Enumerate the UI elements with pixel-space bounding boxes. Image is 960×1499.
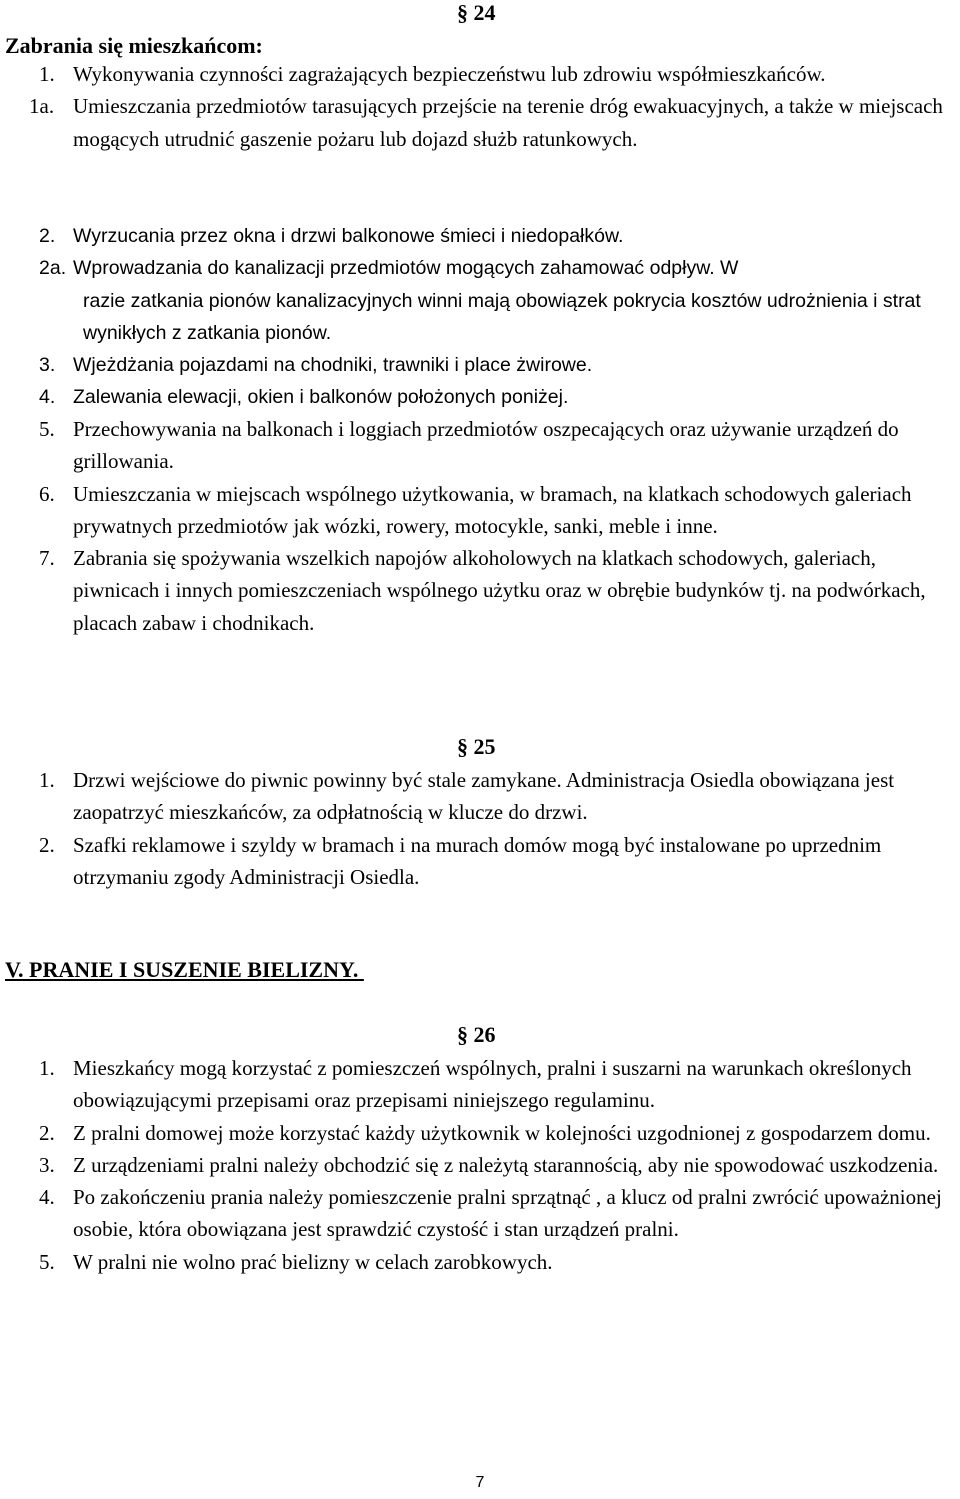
item-number: 4.	[39, 386, 56, 409]
item-number: 5.	[39, 1249, 55, 1274]
section-25-list	[5, 764, 960, 893]
list-item	[5, 829, 960, 894]
item-text: Przechowywania na balkonach i loggiach przedmiotów oszpecających oraz używanie urządzeń do grillowania.	[73, 417, 899, 474]
item-number: 7.	[39, 546, 55, 571]
list-item	[5, 1181, 960, 1246]
item-text: Szafki reklamowe i szyldy w bramach i na murach domów mogą być instalowane po uprzednim otrzymaniu zgody Administracji Osiedla.	[73, 832, 882, 889]
list-item	[5, 764, 960, 829]
section-24-list-a	[5, 58, 960, 155]
list-item	[5, 1246, 960, 1278]
item-text: Wykonywania czynności zagrażających bezpieczeństwu lub zdrowiu współmieszkańców.	[73, 62, 826, 86]
section-24-list-b	[5, 220, 960, 414]
list-item	[5, 478, 960, 543]
item-number: 2.	[39, 832, 55, 857]
item-text: Drzwi wejściowe do piwnic powinny być stale zamykane. Administracja Osiedla obowiązana jest zaopatrzyć mieszkańców, za odpłatnością w klucze do drzwi.	[73, 768, 895, 825]
list-item	[5, 349, 960, 381]
item-text: Mieszkańcy mogą korzystać z pomieszczeń wspólnych, pralni i suszarni na warunkach określonych obowiązującymi przepisami oraz przepisami niniejszego regulaminu.	[73, 1056, 912, 1113]
section-24-label: § 24	[457, 0, 496, 25]
item-text: Zalewania elewacji, okien i balkonów położonych poniżej.	[73, 386, 569, 409]
item-number: 3.	[39, 1152, 55, 1177]
item-number: 4.	[39, 1185, 55, 1210]
item-text: Zabrania się spożywania wszelkich napojów alkoholowych na klatkach schodowych, galeriach, piwnicach i innych pomieszczeniach wspólnego użytku oraz w obrębie budynków tj. na podwórkach, placach zabaw i chodnikach.	[73, 546, 926, 635]
list-item	[5, 381, 960, 413]
item-number: 2.	[39, 225, 56, 247]
list-item	[5, 220, 960, 252]
item-text: Z urządzeniami pralni należy obchodzić się z należytą starannością, aby nie spowodować uszkodzenia.	[73, 1152, 939, 1177]
item-text: Umieszczania przedmiotów tarasujących przejście na terenie dróg ewakuacyjnych, a także w miejscach mogących utrudnić gaszenie pożaru lub dojazd służb ratunkowych.	[73, 94, 943, 151]
list-item	[5, 413, 960, 478]
item-number: 1.	[39, 768, 55, 792]
list-item	[5, 1117, 960, 1149]
item-number: 2a.	[39, 257, 67, 280]
item-text: Wyrzucania przez okna i drzwi balkonowe śmieci i niedopałków.	[73, 225, 624, 247]
chapter-heading: V. PRANIE I SUSZENIE BIELIZNY.	[5, 957, 364, 982]
item-number: 6.	[39, 481, 55, 506]
list-item	[5, 252, 960, 284]
item-number: 1a.	[29, 94, 55, 119]
item-text-continuation: razie zatkania pionów kanalizacyjnych winni mają obowiązek pokrycia kosztów udrożnienia i strat wynikłych z zatkania pionów.	[83, 289, 921, 344]
list-item	[5, 1149, 960, 1181]
section-24-intro: Zabrania się mieszkańcom:	[5, 33, 263, 58]
section-25-label: § 25	[457, 734, 496, 759]
list-item	[5, 542, 960, 639]
list-item	[5, 90, 960, 155]
item-number: 5.	[39, 417, 55, 441]
item-text: Z pralni domowej może korzystać każdy użytkownik w kolejności uzgodnionej z gospodarzem domu.	[73, 1120, 931, 1145]
item-text: W pralni nie wolno prać bielizny w celach zarobkowych.	[73, 1249, 553, 1274]
list-item	[5, 1052, 960, 1117]
item-text: Po zakończeniu prania należy pomieszczenie pralni sprzątnąć , a klucz od pralni zwrócić upoważnionej osobie, która obowiązana jest sprawdzić czystość i stan urządzeń pralni.	[73, 1185, 942, 1242]
item-text: Wprowadzania do kanalizacji przedmiotów mogących zahamować odpływ. W	[73, 257, 739, 280]
item-text: Wjeżdżania pojazdami na chodniki, trawniki i place żwirowe.	[73, 354, 593, 377]
item-text: Umieszczania w miejscach wspólnego użytkowania, w bramach, na klatkach schodowych galeriach prywatnych przedmiotów jak wózki, rowery, motocykle, sanki, meble i inne.	[73, 481, 912, 538]
item-number: 2.	[39, 1120, 55, 1145]
section-26-label: § 26	[457, 1022, 496, 1047]
section-24-list-c	[5, 413, 960, 639]
item-number: 1.	[39, 62, 55, 86]
section-26-list	[5, 1052, 960, 1278]
item-number: 1.	[39, 1056, 55, 1080]
item-number: 3.	[39, 354, 56, 377]
page-number: 7	[475, 1474, 485, 1491]
list-item	[5, 58, 960, 90]
